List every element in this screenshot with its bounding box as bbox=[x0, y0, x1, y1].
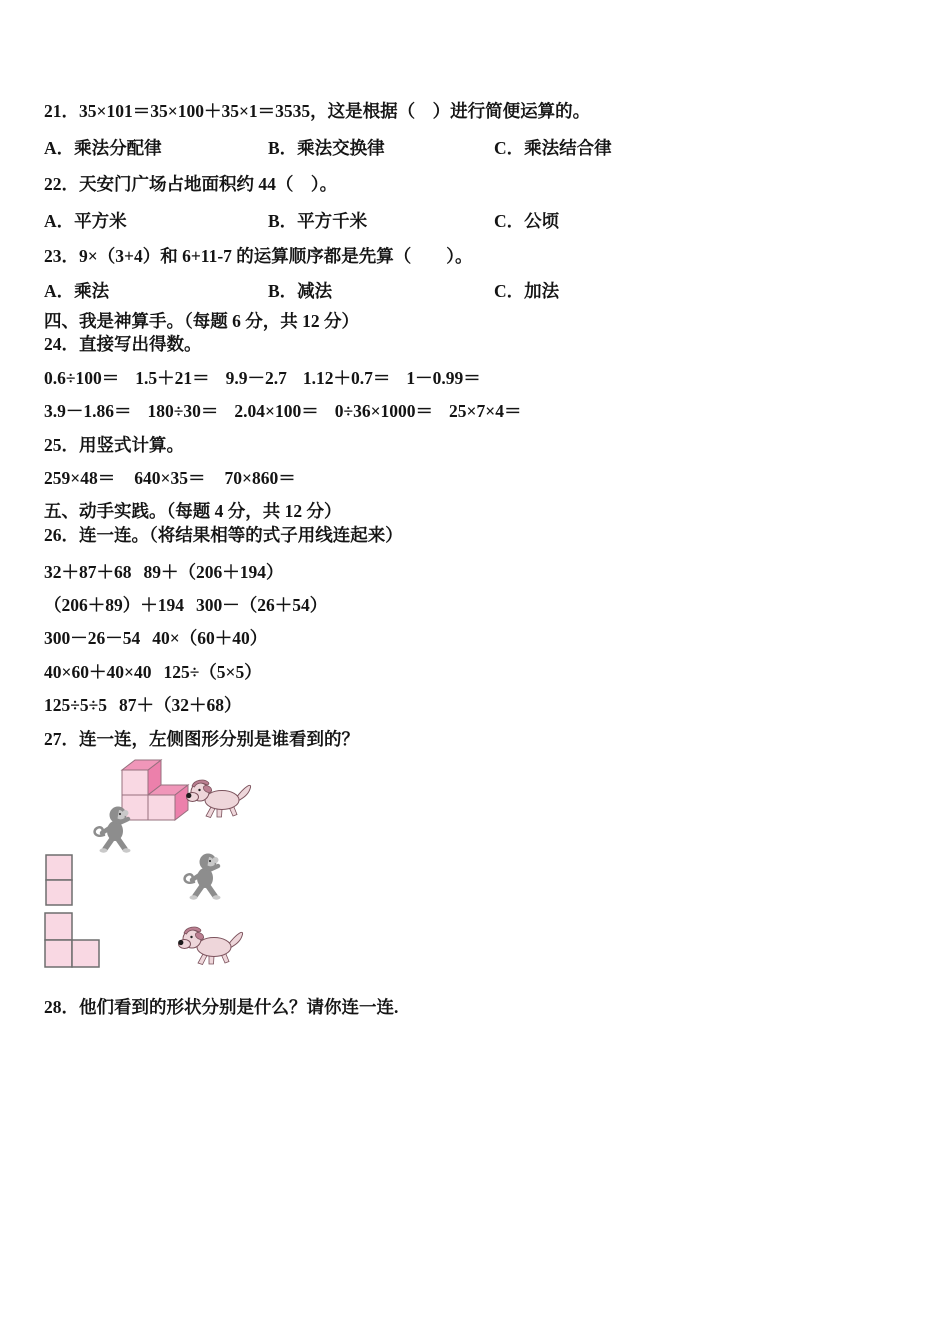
q22-option-c: C．公顷 bbox=[494, 211, 560, 231]
q25-stem: 25．用竖式计算。 bbox=[44, 435, 184, 455]
q26-right-expr: 40×（60＋40） bbox=[152, 628, 268, 648]
q25-expr: 259×48＝ bbox=[44, 468, 116, 488]
q24-expr: 3.9－1.86＝ bbox=[44, 401, 132, 421]
q21-option-a: A．乘法分配律 bbox=[44, 138, 162, 158]
q21-option-b: B．乘法交换律 bbox=[268, 138, 385, 158]
q26-right-expr: 87＋（32＋68） bbox=[118, 695, 242, 715]
q28-stem: 28．他们看到的形状分别是什么？请你连一连. bbox=[44, 997, 399, 1017]
q24-row1 bbox=[44, 368, 481, 390]
q24-expr: 0.6÷100＝ bbox=[44, 368, 120, 388]
q25-row bbox=[44, 468, 296, 490]
q22-option-b: B．平方千米 bbox=[268, 211, 368, 231]
q24-expr: 1－0.99＝ bbox=[406, 368, 481, 388]
q25-expr: 70×860＝ bbox=[224, 468, 296, 488]
q26-left-expr: 32＋87＋68 bbox=[44, 562, 132, 582]
view-two-squares bbox=[46, 855, 72, 905]
q26-right-expr: 89＋（206＋194） bbox=[143, 562, 284, 582]
q24-stem: 24．直接写出得数。 bbox=[44, 334, 202, 354]
q24-row2 bbox=[44, 401, 522, 423]
q26-pair-1 bbox=[44, 562, 284, 584]
section4-title: 四、我是神算手。（每题 6 分，共 12 分） bbox=[44, 311, 359, 331]
q26-pair-4 bbox=[44, 662, 262, 684]
q26-pair-2 bbox=[44, 595, 327, 617]
q24-expr: 1.12＋0.7＝ bbox=[302, 368, 391, 388]
q22-option-a: A．平方米 bbox=[44, 211, 127, 231]
view-l-shape bbox=[45, 913, 99, 967]
q23-option-c: C．加法 bbox=[494, 281, 560, 301]
q24-expr: 9.9－2.7 bbox=[225, 368, 287, 388]
q24-expr: 0÷36×1000＝ bbox=[334, 401, 434, 421]
q24-expr: 1.5＋21＝ bbox=[135, 368, 210, 388]
q26-pair-5 bbox=[44, 695, 241, 717]
q23-option-b: B．减法 bbox=[268, 281, 333, 301]
q26-left-expr: 40×60＋40×40 bbox=[44, 662, 152, 682]
q24-expr: 180÷30＝ bbox=[147, 401, 219, 421]
q21-option-c: C．乘法结合律 bbox=[494, 138, 612, 158]
monkey-by-blocks bbox=[95, 807, 131, 853]
q26-left-expr: 300－26－54 bbox=[44, 628, 141, 648]
q26-right-expr: 300－（26＋54） bbox=[196, 595, 328, 615]
q25-expr: 640×35＝ bbox=[134, 468, 206, 488]
q24-expr: 25×7×4＝ bbox=[449, 401, 522, 421]
q24-expr: 2.04×100＝ bbox=[234, 401, 319, 421]
q26-left-expr: （206＋89）＋194 bbox=[44, 595, 184, 615]
monkey-middle bbox=[185, 854, 221, 900]
dog-bottom bbox=[178, 927, 242, 964]
q26-stem: 26．连一连。（将结果相等的式子用线连起来） bbox=[44, 525, 403, 545]
q22-stem: 22．天安门广场占地面积约 44（ ）。 bbox=[44, 174, 338, 194]
q27-stem: 27．连一连，左侧图形分别是谁看到的？ bbox=[44, 729, 359, 749]
q27-figure bbox=[0, 752, 300, 987]
q26-pair-3 bbox=[44, 628, 267, 650]
dog-top bbox=[186, 780, 250, 817]
q26-right-expr: 125÷（5×5） bbox=[163, 662, 262, 682]
q23-stem: 23．9×（3+4）和 6+11-7 的运算顺序都是先算（ ）。 bbox=[44, 246, 473, 266]
section5-title: 五、动手实践。（每题 4 分，共 12 分） bbox=[44, 501, 342, 521]
q21-stem: 21．35×101＝35×100＋35×1＝3535，这是根据（ ）进行简便运算的。 bbox=[44, 101, 591, 121]
q26-left-expr: 125÷5÷5 bbox=[44, 695, 107, 715]
q23-option-a: A．乘法 bbox=[44, 281, 110, 301]
cube-block-3d bbox=[122, 760, 188, 820]
